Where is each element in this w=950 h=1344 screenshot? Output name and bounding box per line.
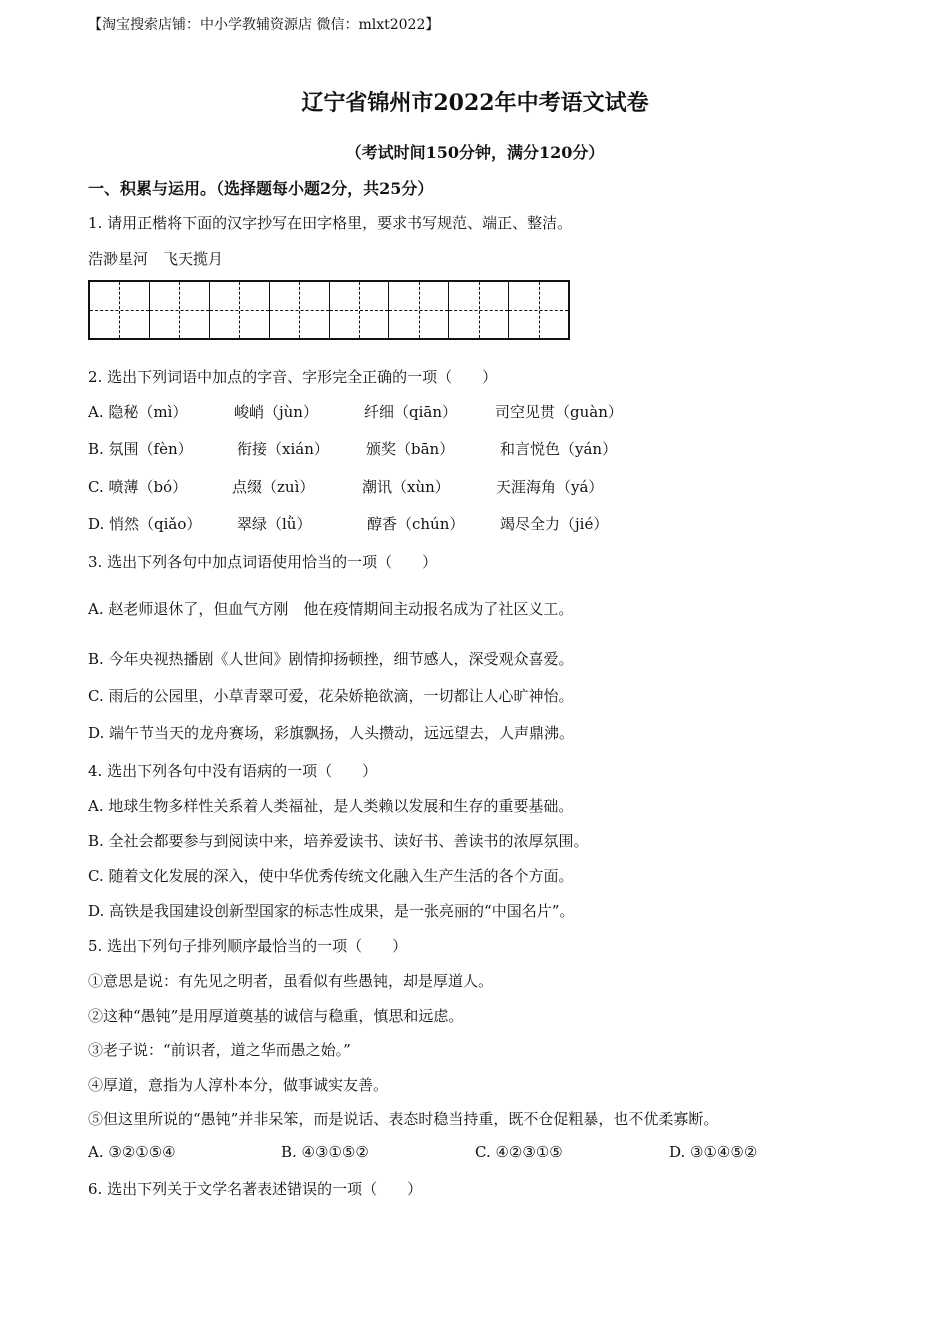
- grid-cell[interactable]: [90, 282, 150, 338]
- q5-option-c: C. ④②③①⑤: [475, 1143, 563, 1161]
- q2-option-a-2: 峻峭（jùn）: [234, 403, 318, 421]
- q2-option-a-1: A. 隐秘（mì）: [88, 403, 188, 421]
- q3-option-b: B. 今年央视热播剧《人世间》剧情抑扬顿挫，细节感人，深受观众喜爱。: [88, 650, 574, 668]
- q2-option-b-1: B. 氛围（fèn）: [88, 440, 193, 458]
- q2-stem: 2. 选出下列词语中加点的字音、字形完全正确的一项（ ）: [88, 368, 498, 386]
- q2-option-d-2: 翠绿（lǜ）: [237, 515, 312, 533]
- q6-stem: 6. 选出下列关于文学名著表述错误的一项（ ）: [88, 1180, 423, 1198]
- q2-option-c-2: 点缀（zuì）: [232, 478, 315, 496]
- q5-option-d: D. ③①④⑤②: [669, 1143, 758, 1161]
- q5-stem: 5. 选出下列句子排列顺序最恰当的一项（ ）: [88, 937, 408, 955]
- q2-option-a-4: 司空见贯（guàn）: [495, 403, 623, 421]
- q2-option-a-3: 纤细（qiān）: [364, 403, 458, 421]
- grid-cell[interactable]: [210, 282, 270, 338]
- q2-option-c-1: C. 喷薄（bó）: [88, 478, 188, 496]
- q4-stem: 4. 选出下列各句中没有语病的一项（ ）: [88, 762, 378, 780]
- q4-option-c: C. 随着文化发展的深入，使中华优秀传统文化融入生产生活的各个方面。: [88, 867, 574, 885]
- q5-option-a: A. ③②①⑤④: [88, 1143, 176, 1161]
- grid-cell[interactable]: [509, 282, 568, 338]
- q2-option-d-1: D. 悄然（qiǎo）: [88, 515, 202, 533]
- exam-title: 辽宁省锦州市2022年中考语文试卷: [301, 90, 649, 116]
- q5-sentence-3: ③老子说：“前识者，道之华而愚之始。”: [88, 1041, 351, 1059]
- q2-option-b-4: 和言悦色（yán）: [500, 440, 618, 458]
- q2-option-d-3: 醇香（chún）: [367, 515, 465, 533]
- q1-stem: 1. 请用正楷将下面的汉字抄写在田字格里，要求书写规范、端正、整洁。: [88, 214, 573, 232]
- q4-option-d: D. 高铁是我国建设创新型国家的标志性成果，是一张亮丽的“中国名片”。: [88, 902, 575, 920]
- grid-cell[interactable]: [449, 282, 509, 338]
- grid-cell[interactable]: [150, 282, 210, 338]
- q3-option-d: D. 端午节当天的龙舟赛场，彩旗飘扬，人头攒动，远远望去，人声鼎沸。: [88, 724, 575, 742]
- q5-sentence-4: ④厚道，意指为人淳朴本分，做事诚实友善。: [88, 1076, 389, 1094]
- q5-sentence-1: ①意思是说：有先见之明者，虽看似有些愚钝，却是厚道人。: [88, 972, 494, 990]
- q5-option-b: B. ④③①⑤②: [281, 1143, 369, 1161]
- grid-cell[interactable]: [270, 282, 330, 338]
- q2-option-c-4: 天涯海角（yá）: [496, 478, 604, 496]
- q1-phrase: 浩渺星河 飞天揽月: [88, 250, 224, 268]
- grid-cell[interactable]: [330, 282, 390, 338]
- q4-option-b: B. 全社会都要参与到阅读中来，培养爱读书、读好书、善读书的浓厚氛围。: [88, 832, 589, 850]
- q2-option-b-2: 衔接（xián）: [237, 440, 329, 458]
- q2-option-c-3: 潮讯（xùn）: [362, 478, 450, 496]
- q5-sentence-5: ⑤但这里所说的“愚钝”并非呆笨，而是说话、表态时稳当持重，既不仓促粗暴，也不优柔寡断。: [88, 1110, 719, 1128]
- q3-option-a: A. 赵老师退休了，但血气方刚 他在疫情期间主动报名成为了社区义工。: [88, 600, 574, 618]
- q2-option-b-3: 颁奖（bān）: [366, 440, 455, 458]
- q3-stem: 3. 选出下列各句中加点词语使用恰当的一项（ ）: [88, 553, 438, 571]
- q5-sentence-2: ②这种“愚钝”是用厚道奠基的诚信与稳重，慎思和远虑。: [88, 1007, 464, 1025]
- page-header: 【淘宝搜索店铺：中小学教辅资源店 微信：mlxt2022】: [88, 17, 440, 33]
- exam-subtitle: （考试时间150分钟，满分120分）: [345, 143, 605, 162]
- q2-option-d-4: 竭尽全力（jié）: [500, 515, 609, 533]
- q3-option-c: C. 雨后的公园里，小草青翠可爱，花朵娇艳欲滴，一切都让人心旷神怡。: [88, 687, 574, 705]
- grid-cell[interactable]: [389, 282, 449, 338]
- q4-option-a: A. 地球生物多样性关系着人类福祉，是人类赖以发展和生存的重要基础。: [88, 797, 574, 815]
- tianzige-grid: [88, 280, 570, 340]
- section-heading: 一、积累与运用。（选择题每小题2分，共25分）: [88, 179, 434, 198]
